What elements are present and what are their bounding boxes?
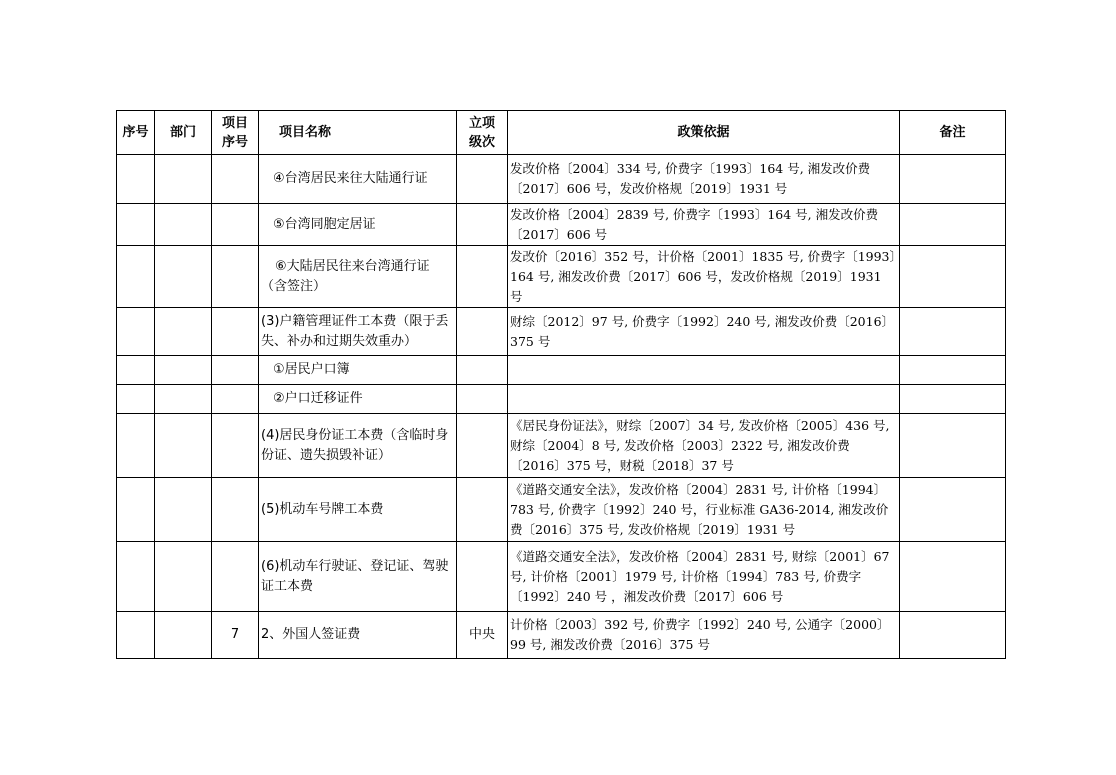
cell-level [457, 204, 508, 246]
cell-remark [900, 356, 1006, 385]
cell-dept [155, 356, 212, 385]
cell-dept [155, 308, 212, 356]
cell-remark [900, 308, 1006, 356]
cell-remark [900, 414, 1006, 478]
cell-name: ⑤台湾同胞定居证 [259, 204, 457, 246]
cell-level [457, 246, 508, 308]
header-level-line1: 立项 [468, 115, 495, 131]
cell-item-seq [212, 542, 259, 612]
cell-remark [900, 612, 1006, 659]
cell-item-seq [212, 414, 259, 478]
header-remark: 备注 [900, 111, 1006, 155]
cell-dept [155, 385, 212, 414]
cell-item-seq [212, 308, 259, 356]
cell-seq [117, 204, 155, 246]
cell-remark [900, 478, 1006, 542]
header-name: 项目名称 [259, 111, 457, 155]
table-row [117, 308, 1006, 356]
cell-dept [155, 246, 212, 308]
cell-seq [117, 478, 155, 542]
cell-level: 中央 [457, 612, 508, 659]
cell-level [457, 478, 508, 542]
cell-basis: 发改价〔2016〕352 号，计价格〔2001〕1835 号, 价费字〔1993〕164 号, 湘发改价费〔2017〕606 号，发改价格规〔2019〕1931 号 [508, 246, 900, 308]
header-seq: 序号 [117, 111, 155, 155]
table-row [117, 612, 1006, 659]
cell-item-seq [212, 356, 259, 385]
table-row [117, 542, 1006, 612]
cell-item-seq: 7 [212, 612, 259, 659]
cell-name: (6)机动车行驶证、登记证、驾驶证工本费 [259, 542, 457, 612]
table-row [117, 478, 1006, 542]
cell-basis: 《居民身份证法》，财综〔2007〕34 号, 发改价格〔2005〕436 号, 财综〔2004〕8 号, 发改价格〔2003〕2322 号, 湘发改价费〔2016〕375 号，财税〔2018〕37 号 [508, 414, 900, 478]
cell-seq [117, 246, 155, 308]
header-item-seq-line2: 序号 [221, 134, 248, 150]
header-dept: 部门 [155, 111, 212, 155]
cell-remark [900, 542, 1006, 612]
cell-basis: 发改价格〔2004〕2839 号, 价费字〔1993〕164 号, 湘发改价费〔2017〕606 号 [508, 204, 900, 246]
header-row [117, 111, 1006, 155]
cell-seq [117, 155, 155, 204]
header-level-line2: 级次 [468, 134, 495, 150]
header-level [457, 111, 508, 155]
cell-item-seq [212, 155, 259, 204]
cell-basis: 计价格〔2003〕392 号, 价费字〔1992〕240 号, 公通字〔2000〕99 号, 湘发改价费〔2016〕375 号 [508, 612, 900, 659]
cell-item-seq [212, 204, 259, 246]
cell-item-seq [212, 478, 259, 542]
table-row [117, 356, 1006, 385]
cell-level [457, 414, 508, 478]
cell-dept [155, 478, 212, 542]
cell-remark [900, 204, 1006, 246]
cell-name: ④台湾居民来往大陆通行证 [259, 155, 457, 204]
cell-basis [508, 356, 900, 385]
table-row [117, 155, 1006, 204]
cell-name: 2、外国人签证费 [259, 612, 457, 659]
cell-seq [117, 542, 155, 612]
cell-level [457, 385, 508, 414]
table-row [117, 246, 1006, 308]
cell-dept [155, 542, 212, 612]
header-item-seq [212, 111, 259, 155]
cell-seq [117, 308, 155, 356]
cell-seq [117, 612, 155, 659]
table-row [117, 385, 1006, 414]
cell-dept [155, 204, 212, 246]
cell-name: ⑥大陆居民往来台湾通行证（含签注） [259, 246, 457, 308]
fee-table [116, 110, 1006, 659]
cell-level [457, 356, 508, 385]
cell-level [457, 155, 508, 204]
cell-level [457, 542, 508, 612]
cell-item-seq [212, 385, 259, 414]
cell-name: (3)户籍管理证件工本费（限于丢失、补办和过期失效重办） [259, 308, 457, 356]
cell-dept [155, 155, 212, 204]
cell-name: ①居民户口簿 [259, 356, 457, 385]
header-basis: 政策依据 [508, 111, 900, 155]
cell-seq [117, 356, 155, 385]
cell-remark [900, 155, 1006, 204]
table-row [117, 414, 1006, 478]
cell-level [457, 308, 508, 356]
cell-basis: 发改价格〔2004〕334 号, 价费字〔1993〕164 号, 湘发改价费〔2017〕606 号，发改价格规〔2019〕1931 号 [508, 155, 900, 204]
cell-dept [155, 612, 212, 659]
header-item-seq-line1: 项目 [221, 115, 248, 131]
cell-basis: 财综〔2012〕97 号, 价费字〔1992〕240 号, 湘发改价费〔2016〕375 号 [508, 308, 900, 356]
cell-seq [117, 385, 155, 414]
cell-name: (5)机动车号牌工本费 [259, 478, 457, 542]
cell-basis [508, 385, 900, 414]
cell-name: (4)居民身份证工本费（含临时身份证、遗失损毁补证） [259, 414, 457, 478]
cell-remark [900, 246, 1006, 308]
cell-dept [155, 414, 212, 478]
cell-item-seq [212, 246, 259, 308]
cell-name: ②户口迁移证件 [259, 385, 457, 414]
cell-remark [900, 385, 1006, 414]
cell-basis: 《道路交通安全法》，发改价格〔2004〕2831 号, 财综〔2001〕67 号, 计价格〔2001〕1979 号, 计价格〔1994〕783 号, 价费字〔1992〕240 号 ，湘发改价费〔2017〕606 号 [508, 542, 900, 612]
cell-seq [117, 414, 155, 478]
table-row [117, 204, 1006, 246]
cell-basis: 《道路交通安全法》，发改价格〔2004〕2831 号, 计价格〔1994〕783 号, 价费字〔1992〕240 号，行业标准 GA36-2014, 湘发改价费〔2016〕375 号, 发改价格规〔2019〕1931 号 [508, 478, 900, 542]
